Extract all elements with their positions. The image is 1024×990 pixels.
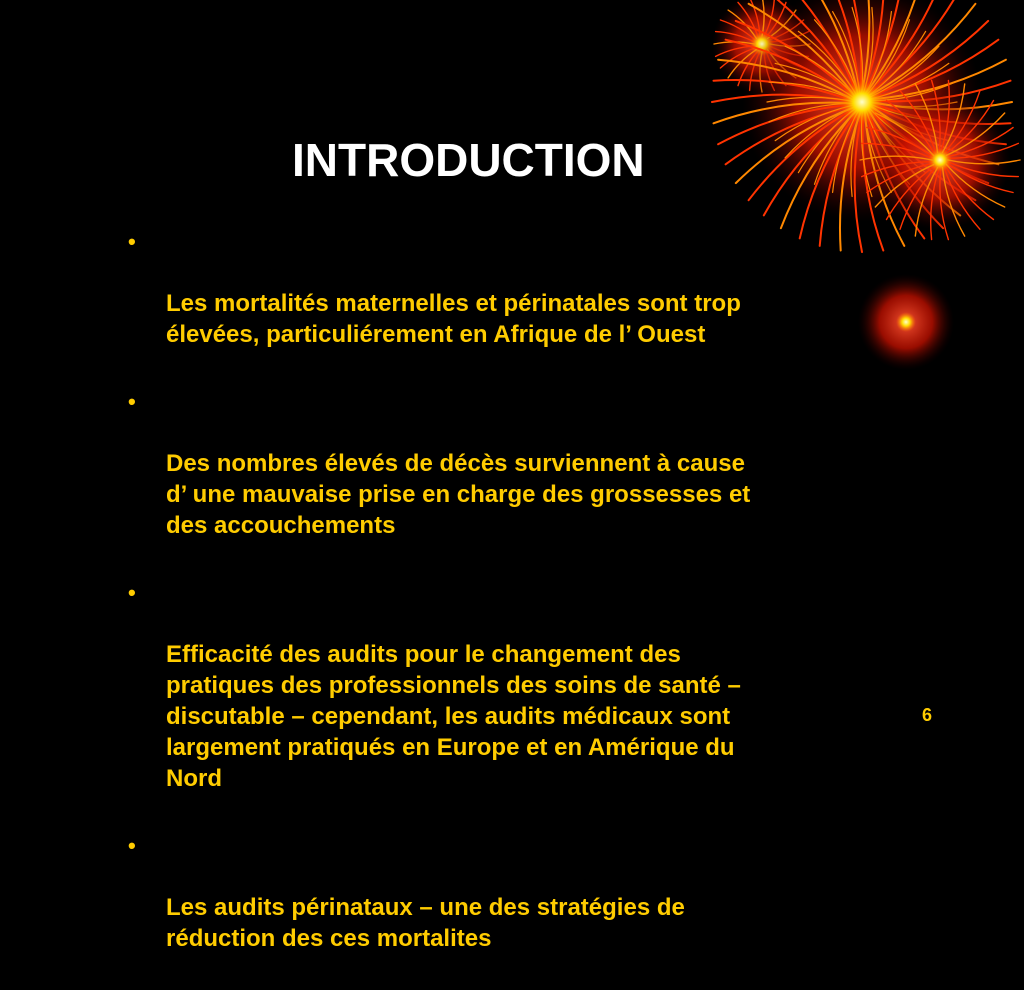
bullet-marker: •: [128, 229, 136, 254]
firework-core: [840, 80, 884, 124]
bullet-text: Efficacité des audits pour le changement des pratiques des professionnels des soins de santé – discutable – cependant, les audits médicaux sont largement pratiqués en Europe et en Amérique du Nord: [166, 641, 741, 792]
bullet-marker: •: [128, 833, 136, 858]
bullet-item: [128, 386, 988, 541]
bullet-marker: •: [128, 580, 136, 605]
bullet-text: Des nombres élevés de décès surviennent à cause d’ une mauvaise prise en charge des grossesses et des accouchements: [166, 450, 751, 539]
bullet-item: [128, 226, 988, 350]
bullet-list: [128, 226, 988, 990]
bullet-text: Les audits périnataux – une des stratégies de réduction des ces mortalites: [166, 894, 685, 952]
bullet-item: [128, 830, 988, 954]
slide-title: INTRODUCTION: [292, 134, 645, 186]
firework-core: [928, 148, 952, 172]
bullet-text: Les mortalités maternelles et périnatales sont trop élevées, particuliérement en Afrique de l’ Ouest: [166, 290, 741, 348]
page-number: 6: [922, 705, 933, 725]
bullet-marker: •: [128, 389, 136, 414]
bullet-item: [128, 577, 988, 794]
